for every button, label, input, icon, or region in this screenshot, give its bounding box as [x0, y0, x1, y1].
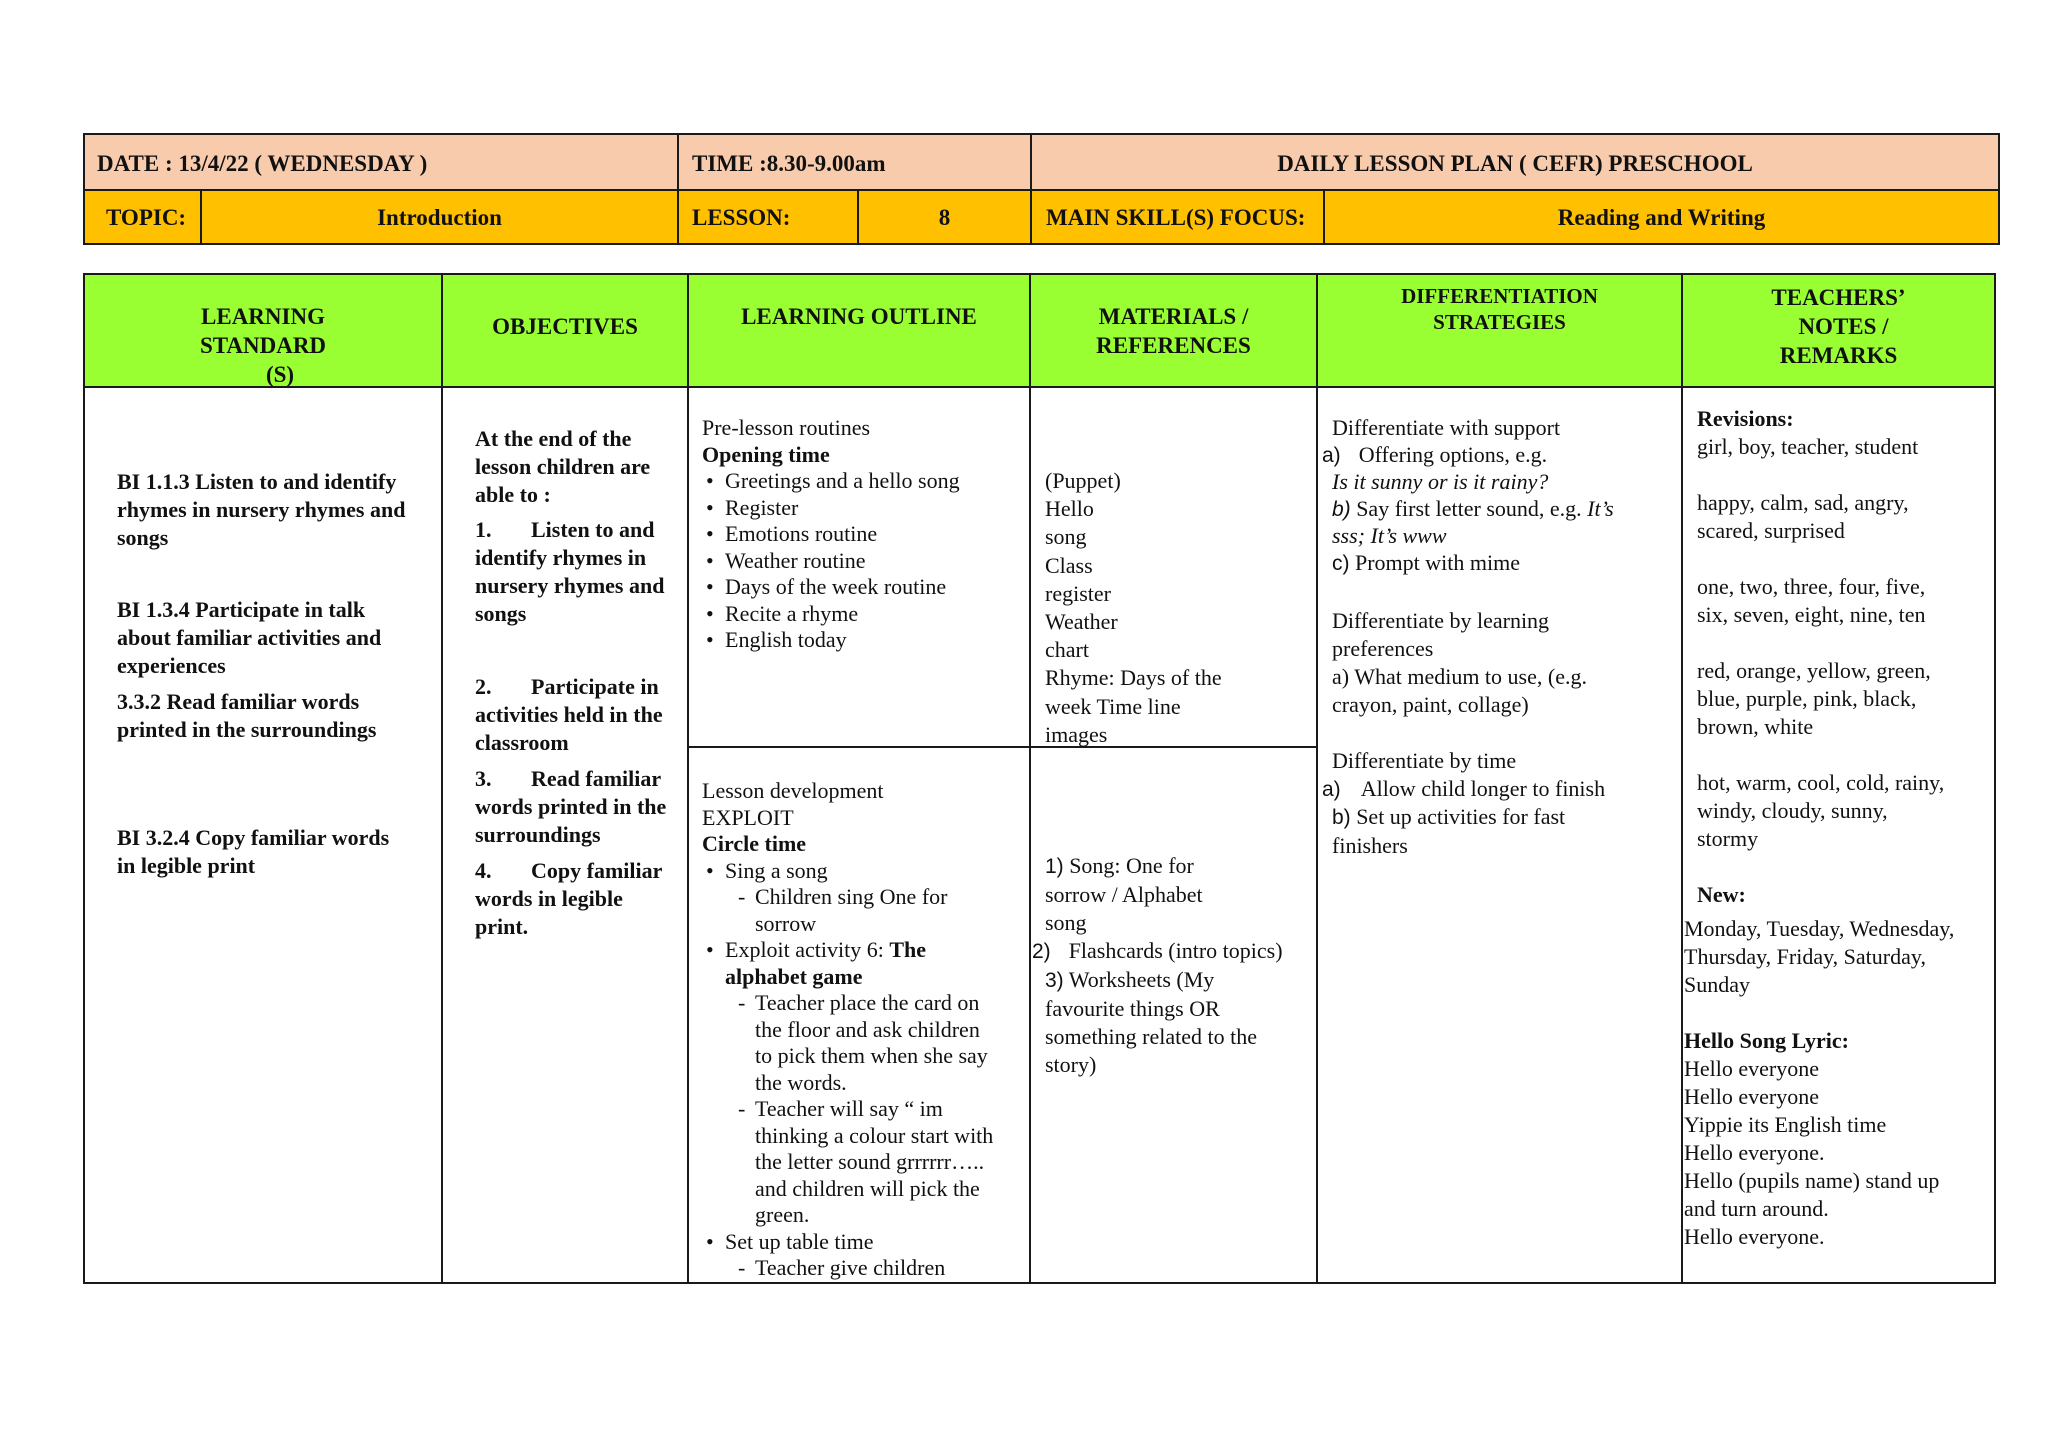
- header-teachers-notes: TEACHERS’ NOTES / REMARKS: [1771, 285, 1906, 368]
- differentiation-preferences: Differentiate by learning preferences a) What medium to use, (e.g. crayon, paint, collage): [1332, 608, 1587, 717]
- list-item: • English today: [725, 627, 960, 654]
- objective-3: 3. Read familiar words printed in the surroundings: [475, 766, 667, 847]
- list-item: • Weather routine: [725, 548, 960, 575]
- header-learning-standard: LEARNING STANDARD (S): [199, 304, 327, 387]
- notes-revisions: Revisions: girl, boy, teacher, student happy, calm, sad, angry, scared, surprised one, two, three, four, five, six, seven, eight, nine, ten red, orange, yellow, green, blue, purple, pink, black, brown, white hot, warm, cool, cold, rainy, windy, cloudy, sunny, stormy New:: [1697, 406, 1945, 907]
- objective-1: 1. Listen to and identify rhymes in nursery rhymes and songs: [475, 517, 665, 626]
- objective-2: 2. Participate in activities held in the classroom: [475, 674, 663, 755]
- skill-value: Reading and Writing: [1557, 205, 1766, 230]
- plan-title: DAILY LESSON PLAN ( CEFR) PRESCHOOL: [1277, 151, 1753, 176]
- list-item: • Register: [725, 495, 960, 522]
- materials-development: 1) Song: One for sorrow / Alphabet song 2) Flashcards (intro topics) 3) Worksheets (My favourite things OR something related to the story): [1032, 853, 1283, 1077]
- standard-3-3-2: 3.3.2 Read familiar words printed in the surroundings: [117, 689, 377, 742]
- standard-bi-1-3-4: BI 1.3.4 Participate in talk about familiar activities and experiences: [117, 597, 382, 678]
- lesson-value: 8: [938, 205, 951, 230]
- topic-value: Introduction: [377, 205, 502, 230]
- list-item: • Days of the week routine: [725, 574, 960, 601]
- materials-opening: (Puppet) Hello song Class register Weather chart Rhyme: Days of the week Time line images: [1045, 468, 1222, 747]
- time-label: TIME :8.30-9.00am: [692, 151, 886, 176]
- date-label: DATE : 13/4/22 ( WEDNESDAY ): [97, 151, 428, 176]
- differentiation-support: Differentiate with support a) Offering options, e.g. Is it sunny or is it rainy? b) Say first letter sound, e.g. It’s sss; It’s www c) Prompt with mime: [1322, 415, 1614, 575]
- list-item: • Emotions routine: [725, 521, 960, 548]
- outline-lesson-development: Lesson development EXPLOIT Circle time • Sing a song - Children sing One for sorrow • Exploit activity 6: The alphabet game - Teacher place the card on the floor and ask children to pick them when she say the words. - Teacher will say “ im thinking a colour start with the letter sound grrrrrr….. and children will pick the green. • Set up table time - Teacher give children: [702, 778, 993, 1282]
- topic-label: TOPIC:: [106, 205, 187, 230]
- header-differentiation: DIFFERENTIATION STRATEGIES: [1401, 284, 1598, 334]
- header-learning-outline: LEARNING OUTLINE: [741, 304, 977, 329]
- standard-bi-1-1-3: BI 1.1.3 Listen to and identify rhymes in nursery rhymes and songs: [117, 469, 406, 550]
- lesson-label: LESSON:: [692, 205, 791, 230]
- list-item: • Greetings and a hello song: [725, 468, 960, 495]
- objectives-intro: At the end of the lesson children are able to :: [475, 426, 651, 507]
- list-item: • Recite a rhyme: [725, 601, 960, 628]
- header-objectives: OBJECTIVES: [492, 314, 638, 339]
- objective-4: 4. Copy familiar words in legible print.: [475, 858, 663, 939]
- outline-pre-lesson: Pre-lesson routines Opening time • Greetings and a hello song • Register • Emotions routine • Weather routine • Days of the week routine • Recite a rhyme • English today: [702, 415, 960, 654]
- header-materials: MATERIALS / REFERENCES: [1096, 304, 1251, 358]
- skill-label: MAIN SKILL(S) FOCUS:: [1046, 205, 1306, 230]
- notes-new-days: Monday, Tuesday, Wednesday, Thursday, Friday, Saturday, Sunday Hello Song Lyric: Hello everyone Hello everyone Yippie its English time Hello everyone. Hello (pupils name) stand up and turn around. Hello everyone.: [1684, 916, 1955, 1249]
- differentiation-time: Differentiate by time a) Allow child longer to finish b) Set up activities for fast finishers: [1322, 748, 1606, 858]
- standard-bi-3-2-4: BI 3.2.4 Copy familiar words in legible print: [117, 825, 390, 878]
